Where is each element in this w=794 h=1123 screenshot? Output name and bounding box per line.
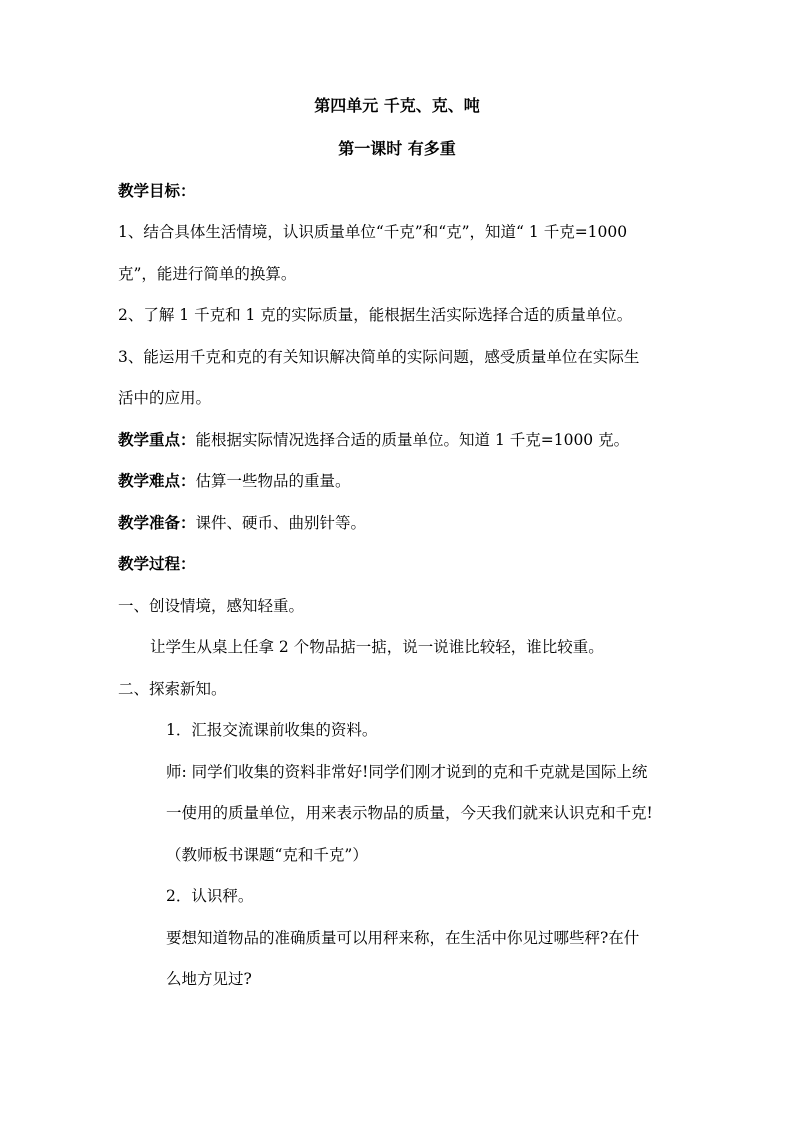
difficult-points-label: 教学难点： [118,471,196,490]
key-points [118,430,678,450]
preparation [118,513,678,533]
objective-1-line-1: 1、结合具体生活情境，认识质量单位“千克”和“克”，知道“ 1 千克=1000 [118,223,628,241]
difficult-points-text: 估算一些物品的重量。 [195,472,351,490]
step-2-text-line-1: 要想知道物品的准确质量可以用秤来称，在生活中你见过哪些秤?在什 [166,929,640,947]
step-2-heading: 2．认识秤。 [166,887,254,905]
lesson-title: 第一课时 有多重 [338,139,456,158]
objective-3-line-2: 活中的应用。 [118,389,212,407]
preparation-label: 教学准备： [118,513,196,532]
step-1-text-line-2: 一使用的质量单位，用来表示物品的质量，今天我们就来认识克和千克! [166,804,653,822]
step-1-text-line-1: 师: 同学们收集的资料非常好!同学们刚才说到的克和千克就是国际上统 [166,763,648,781]
objectives-heading: 教学目标： [118,181,196,200]
section-2-heading: 二、探索新知。 [118,680,227,698]
objective-1-line-2: 克”，能进行简单的换算。 [118,265,297,283]
objective-3-line-1: 3、能运用千克和克的有关知识解决简单的实际问题，感受质量单位在实际生 [118,348,640,366]
step-2-text-line-2: 么地方见过? [166,970,252,988]
unit-title: 第四单元 千克、克、吨 [314,96,480,115]
step-1-text-line-3: （教师板书课题“克和千克”） [166,846,368,864]
section-1-text: 让学生从桌上任拿 2 个物品掂一掂，说一说谁比较轻，谁比较重。 [150,638,604,656]
section-1-heading: 一、创设情境，感知轻重。 [118,597,305,615]
process-heading: 教学过程： [118,554,196,573]
key-points-text: 能根据实际情况选择合适的质量单位。知道 1 千克=1000 克。 [195,431,630,449]
objective-2: 2、了解 1 千克和 1 克的实际质量，能根据生活实际选择合适的质量单位。 [118,306,633,324]
key-points-label: 教学重点： [118,430,196,449]
step-1-heading: 1．汇报交流课前收集的资料。 [166,721,378,739]
difficult-points [118,471,678,491]
preparation-text: 课件、硬币、曲别针等。 [195,514,367,532]
